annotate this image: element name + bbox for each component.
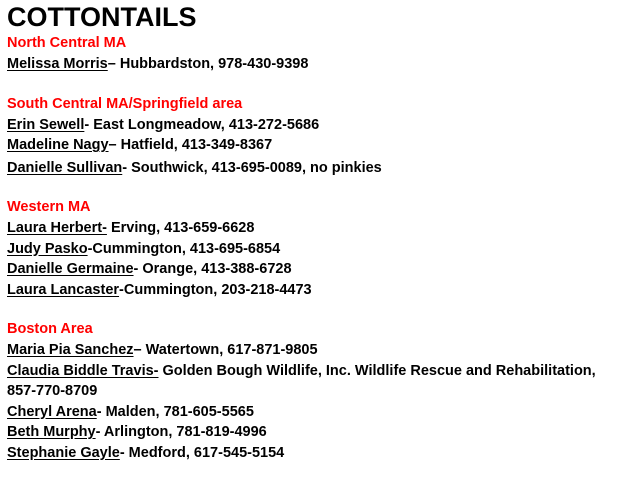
contact-entry [7,218,619,239]
spacer [7,75,619,94]
contact-entry [7,54,619,75]
contact-name: Erin Sewell [7,116,85,133]
contact-name: Danielle Germaine [7,261,134,277]
contact-name: Cheryl Arena [7,403,97,420]
contact-name: Claudia Biddle Travis- [7,362,159,379]
region-heading: Western MA [7,199,91,215]
contact-entry [7,239,619,260]
contact-details: - Arlington, 781-819-4996 [95,424,267,440]
region-heading: South Central MA/Springfield area [7,95,243,112]
contact-details: – Hubbardston, 978-430-9398 [107,56,309,72]
contact-entry [7,340,619,361]
section-north-central-ma [7,33,619,75]
contact-entry [7,259,619,280]
contact-entry [7,135,619,156]
contact-entry [7,402,619,423]
contact-details: Golden Bough Wildlife, Inc. Wildlife Rescue and Rehabilitation, 857-770-8709 [7,362,596,399]
contact-name: Maria Pia Sanchez [7,342,134,358]
region-heading: North Central MA [7,35,127,51]
section-western-ma [7,197,619,300]
contact-details: - Malden, 781-605-5565 [96,403,254,420]
contact-name: Melissa Morris [7,56,108,72]
spacer [7,300,619,319]
contact-details: - Southwick, 413-695-0089, no pinkies [122,159,382,176]
region-heading: Boston Area [7,321,93,337]
section-boston-area [7,319,619,463]
contact-entry [7,280,619,301]
contact-details: Erving, 413-659-6628 [106,220,255,236]
section-south-central-ma [7,94,619,179]
contact-entry [7,115,619,136]
contact-details: - Medford, 617-545-5154 [119,444,285,461]
contact-name: Laura Herbert- [7,220,107,236]
page-title: COTTONTAILS [7,2,197,32]
spacer [7,178,619,197]
contact-name: Danielle Sullivan [7,159,123,176]
contact-details: – Watertown, 617-871-9805 [133,342,318,358]
contact-name: Beth Murphy [7,424,96,440]
contact-entry [7,158,619,179]
contact-entry [7,443,619,464]
contact-entry [7,361,619,402]
contact-details: – Hatfield, 413-349-8367 [108,137,273,153]
contact-name: Laura Lancaster [7,281,120,298]
contact-entry [7,422,619,443]
contact-name: Stephanie Gayle [7,444,120,461]
contact-name: Judy Pasko [7,240,88,257]
contact-details: -Cummington, 203-218-4473 [119,281,312,298]
contact-name: Madeline Nagy [7,137,109,153]
contact-details: - East Longmeadow, 413-272-5686 [84,116,320,133]
contact-details: - Orange, 413-388-6728 [133,261,292,277]
contact-details: -Cummington, 413-695-6854 [87,240,281,257]
document-page [7,0,619,463]
